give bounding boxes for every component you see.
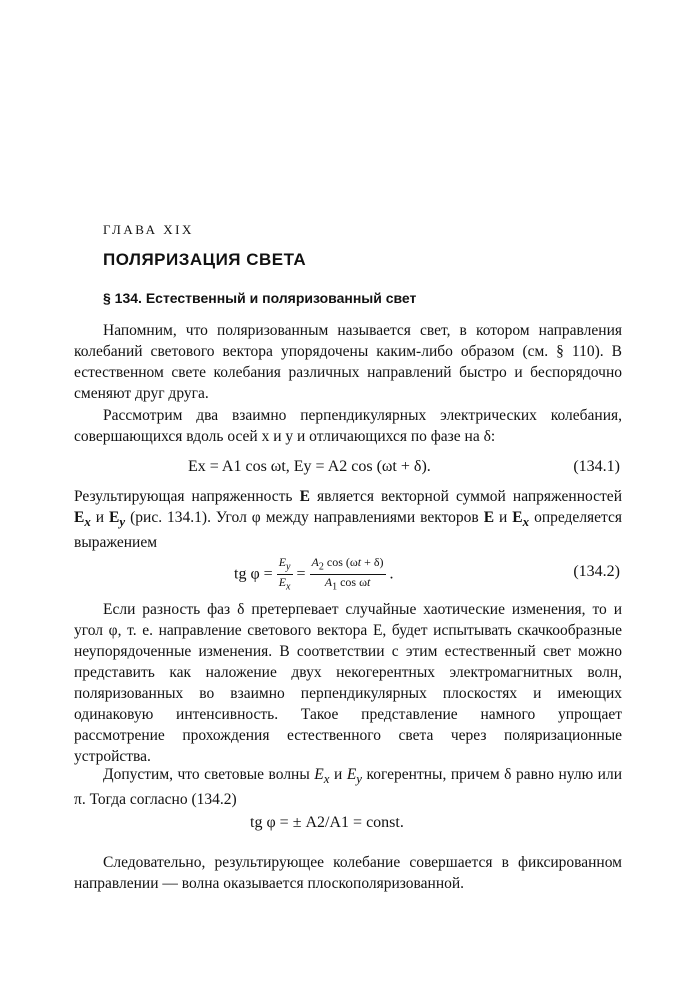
paragraph-resultant-part4: определяется выражением — [74, 509, 623, 552]
vector-ex-symbol-2: $E_x$ — [512, 509, 530, 530]
paragraph-resultant-part3: (рис. 134.1). Угол φ между направлениями векторов — [130, 509, 479, 526]
paragraph-resultant-part1: Результирующая напряженность — [74, 488, 300, 505]
paragraph-intro: Напомним, что поляризованным называется свет, в котором направления колебаний светового вектора упорядочены каким-либо образом (см. § 110). В естественном свете колебания различных направлений быстро и беспорядочно сменяют друг друга. — [74, 322, 622, 402]
paragraph-two-oscillations: Рассмотрим два взаимно перпендикулярных электрических колебания, совершающихся вдоль осей x и y и отличающихся по фазе на δ: — [74, 407, 622, 445]
paragraph-resultant-part2: является векторной суммой напряженностей — [317, 488, 622, 505]
equation-134-2 — [74, 553, 622, 593]
equation-134-1-formula: Ex = A1 cos ωt, Ey = A2 cos (ωt + δ). — [188, 458, 431, 475]
chapter-label: ГЛАВА XIX — [103, 222, 194, 237]
paragraph-coherent-part2: когерентны, причем δ равно нулю или π. Тогда согласно (134.2) — [74, 766, 623, 809]
equation-const — [74, 810, 622, 846]
vector-ex-symbol: $E_x$ — [74, 509, 91, 530]
vector-e-symbol: E — [299, 488, 310, 505]
equation-const-formula: tg φ = ± A2/A1 = const. — [250, 814, 404, 831]
vector-ey-symbol: $E_y$ — [109, 509, 126, 530]
paragraph-coherent-part1: Допустим, что световые волны — [103, 766, 310, 783]
equation-134-2-formula: tg φ = $\frac{E_y}{E_x}$ = $\frac{A_2 \cos (\omega t + \delta)}{A_1 \cos \omega t}$ . — [234, 555, 394, 593]
chapter-title: ПОЛЯРИЗАЦИЯ СВЕТА — [103, 250, 307, 269]
equation-134-1-number: (134.1) — [573, 458, 620, 475]
paragraph-coherent-waves: Допустим, что световые волны $E_x$ и $E_y$ когерентны, причем δ равно нулю или π. Тогда согласно (134.2) — [74, 766, 623, 809]
paragraph-resultant: Результирующая напряженность E является векторной суммой напряженностей $E_x$ и $E_y$ (рис. 134.1). Угол φ между направлениями векторов E и $E_x$ определяется выражением — [74, 488, 623, 552]
equation-134-2-number: (134.2) — [573, 563, 620, 580]
paragraph-random-phase: Если разность фаз δ претерпевает случайные хаотические изменения, то и угол φ, т. е. направление светового вектора E, будет испытывать скачкообразные неупорядоченные изменения. В соответствии с этим естественный свет можно представить как наложение двух некогерентных электромагнитных волн, поляризованных во взаимно перпендикулярных плоскостях и имеющих одинаковую интенсивность. Такое представление намного упрощает рассмотрение прохождения естественного света через поляризационные устройства. — [74, 601, 622, 765]
paragraph-conclusion: Следовательно, результирующее колебание совершается в фиксированном направлении — волна оказывается плоскополяризованной. — [74, 854, 622, 892]
vector-e-symbol-2: E — [483, 509, 495, 526]
section-title: § 134. Естественный и поляризованный свет — [103, 290, 417, 306]
